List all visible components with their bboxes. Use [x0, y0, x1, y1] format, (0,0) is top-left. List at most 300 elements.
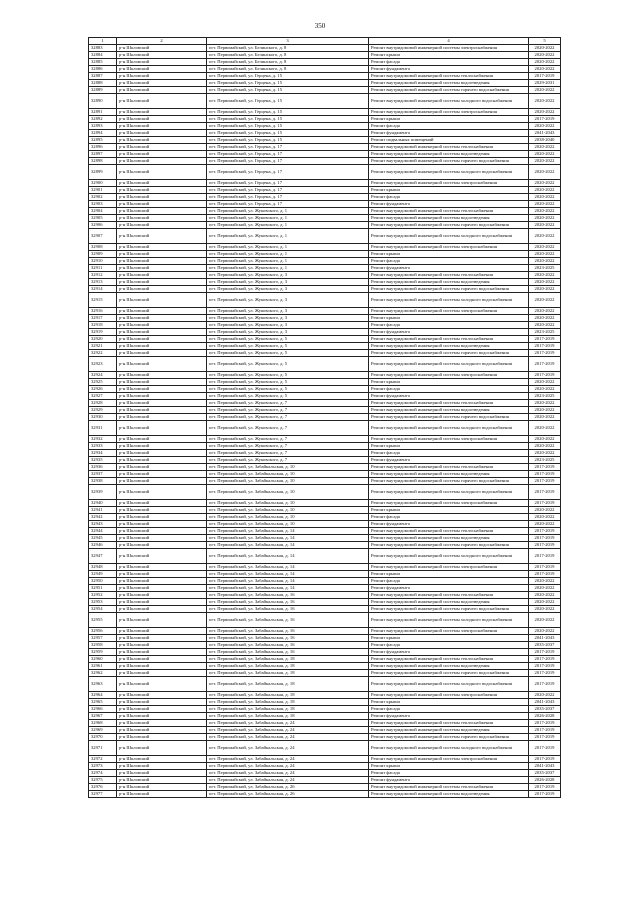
work-type-cell: Ремонт внутридомовой инженерной системы электроснабжения — [369, 372, 529, 379]
address-cell: пгт. Первомайский, ул. Жуковского, д. 7 — [207, 436, 369, 443]
table-row — [89, 222, 561, 229]
table-row — [89, 229, 561, 244]
table-row — [89, 514, 561, 521]
district-cell: р-н Шкловский — [117, 471, 207, 478]
period-cell: 2041-2043 — [529, 699, 561, 706]
address-cell: пгт. Первомайский, ул. Забайкальская, д. 10 — [207, 471, 369, 478]
district-cell: р-н Шкловский — [117, 87, 207, 94]
row-number-cell: 32943 — [89, 521, 117, 528]
address-cell: пгт. Первомайский, ул. Забайкальская, д. 24 — [207, 741, 369, 756]
work-type-cell: Ремонт внутридомовой инженерной системы теплоснабжения — [369, 720, 529, 727]
table-row — [89, 478, 561, 485]
address-cell: пгт. Первомайский, ул. Жуковского, д. 3 — [207, 293, 369, 308]
address-cell: пгт. Первомайский, ул. Герцена, д. 17 — [207, 194, 369, 201]
period-cell: 2017-2019 — [529, 727, 561, 734]
work-type-cell: Ремонт крыши — [369, 315, 529, 322]
address-cell: пгт. Первомайский, ул. Забайкальская, д. 10 — [207, 478, 369, 485]
table-row — [89, 542, 561, 549]
row-number-cell: 32933 — [89, 443, 117, 450]
address-cell: пгт. Первомайский, ул. Забайкальская, д. 10 — [207, 514, 369, 521]
address-cell: пгт. Первомайский, ул. Забайкальская, д. 18 — [207, 656, 369, 663]
row-number-cell: 32915 — [89, 293, 117, 308]
district-cell: р-н Шкловский — [117, 201, 207, 208]
work-type-cell: Ремонт внутридомовой инженерной системы теплоснабжения — [369, 656, 529, 663]
work-type-cell: Ремонт внутридомовой инженерной системы холодного водоснабжения — [369, 613, 529, 628]
period-cell: 2017-2019 — [529, 542, 561, 549]
period-cell: 2020-2022 — [529, 379, 561, 386]
row-number-cell: 32887 — [89, 73, 117, 80]
district-cell: р-н Шкловский — [117, 137, 207, 144]
period-cell: 2017-2019 — [529, 784, 561, 791]
district-cell: р-н Шкловский — [117, 649, 207, 656]
row-number-cell: 32916 — [89, 308, 117, 315]
table-row — [89, 663, 561, 670]
row-number-cell: 32975 — [89, 777, 117, 784]
row-number-cell: 32938 — [89, 478, 117, 485]
table-row — [89, 73, 561, 80]
work-type-cell: Ремонт внутридомовой инженерной системы водоотведения — [369, 343, 529, 350]
work-type-cell: Ремонт внутридомовой инженерной системы электроснабжения — [369, 628, 529, 635]
row-number-cell: 32885 — [89, 59, 117, 66]
table-row — [89, 357, 561, 372]
row-number-cell: 32926 — [89, 386, 117, 393]
table-row — [89, 52, 561, 59]
district-cell: р-н Шкловский — [117, 308, 207, 315]
district-cell: р-н Шкловский — [117, 158, 207, 165]
period-cell: 2020-2022 — [529, 187, 561, 194]
work-type-cell: Ремонт внутридомовой инженерной системы электроснабжения — [369, 564, 529, 571]
table-row — [89, 500, 561, 507]
district-cell: р-н Шкловский — [117, 109, 207, 116]
work-type-cell: Ремонт внутридомовой инженерной системы горячего водоснабжения — [369, 542, 529, 549]
header-cell: 1 — [89, 38, 117, 45]
row-number-cell: 32890 — [89, 94, 117, 109]
district-cell: р-н Шкловский — [117, 606, 207, 613]
address-cell: пгт. Первомайский, ул. Забайкальская, д. 18 — [207, 713, 369, 720]
row-number-cell: 32898 — [89, 158, 117, 165]
district-cell: р-н Шкловский — [117, 514, 207, 521]
table-row — [89, 677, 561, 692]
table-row — [89, 592, 561, 599]
district-cell: р-н Шкловский — [117, 436, 207, 443]
row-number-cell: 32905 — [89, 215, 117, 222]
address-cell: пгт. Первомайский, ул. Жуковского, д. 3 — [207, 279, 369, 286]
district-cell: р-н Шкловский — [117, 727, 207, 734]
row-number-cell: 32929 — [89, 407, 117, 414]
address-cell: пгт. Первомайский, ул. Жуковского, д. 3 — [207, 329, 369, 336]
table-row — [89, 407, 561, 414]
table-row — [89, 165, 561, 180]
row-number-cell: 32932 — [89, 436, 117, 443]
work-type-cell: Ремонт фасада — [369, 642, 529, 649]
district-cell: р-н Шкловский — [117, 66, 207, 73]
district-cell: р-н Шкловский — [117, 116, 207, 123]
district-cell: р-н Шкловский — [117, 734, 207, 741]
work-type-cell: Ремонт внутридомовой инженерной системы теплоснабжения — [369, 272, 529, 279]
address-cell: пгт. Первомайский, ул. Забайкальская, д. 16 — [207, 628, 369, 635]
table-row — [89, 187, 561, 194]
district-cell: р-н Шкловский — [117, 485, 207, 500]
work-type-cell: Ремонт внутридомовой инженерной системы холодного водоснабжения — [369, 485, 529, 500]
address-cell: пгт. Первомайский, ул. Жуковского, д. 1 — [207, 208, 369, 215]
period-cell: 2020-2022 — [529, 386, 561, 393]
table-row — [89, 137, 561, 144]
address-cell: пгт. Первомайский, ул. Забайкальская, д. 24 — [207, 770, 369, 777]
district-cell: р-н Шкловский — [117, 599, 207, 606]
address-cell: пгт. Первомайский, ул. Забайкальская, д. 10 — [207, 521, 369, 528]
district-cell: р-н Шкловский — [117, 699, 207, 706]
district-cell: р-н Шкловский — [117, 756, 207, 763]
work-type-cell: Ремонт фундамента — [369, 393, 529, 400]
district-cell: р-н Шкловский — [117, 713, 207, 720]
work-type-cell: Ремонт фундамента — [369, 713, 529, 720]
district-cell: р-н Шкловский — [117, 763, 207, 770]
period-cell: 2017-2019 — [529, 571, 561, 578]
address-cell: пгт. Первомайский, ул. Забайкальская, д. 26 — [207, 784, 369, 791]
district-cell: р-н Шкловский — [117, 73, 207, 80]
table-row — [89, 201, 561, 208]
table-row — [89, 713, 561, 720]
address-cell: пгт. Первомайский, ул. Герцена, д. 15 — [207, 73, 369, 80]
work-type-cell: Ремонт внутридомовой инженерной системы электроснабжения — [369, 500, 529, 507]
address-cell: пгт. Первомайский, ул. Забайкальская, д. 24 — [207, 720, 369, 727]
work-type-cell: Ремонт фасада — [369, 194, 529, 201]
period-cell: 2035-2037 — [529, 706, 561, 713]
row-number-cell: 32894 — [89, 130, 117, 137]
work-type-cell: Ремонт крыши — [369, 571, 529, 578]
table-row — [89, 158, 561, 165]
table-row — [89, 706, 561, 713]
work-type-cell: Ремонт внутридомовой инженерной системы водоотведения — [369, 471, 529, 478]
row-number-cell: 32902 — [89, 194, 117, 201]
row-number-cell: 32924 — [89, 372, 117, 379]
period-cell: 2020-2022 — [529, 286, 561, 293]
row-number-cell: 32927 — [89, 393, 117, 400]
address-cell: пгт. Первомайский, ул. Жуковского, д. 5 — [207, 372, 369, 379]
table-row — [89, 400, 561, 407]
row-number-cell: 32963 — [89, 677, 117, 692]
table-row — [89, 599, 561, 606]
row-number-cell: 32953 — [89, 599, 117, 606]
work-type-cell: Ремонт крыши — [369, 507, 529, 514]
district-cell: р-н Шкловский — [117, 578, 207, 585]
address-cell: пгт. Первомайский, ул. Жуковского, д. 7 — [207, 400, 369, 407]
district-cell: р-н Шкловский — [117, 777, 207, 784]
district-cell: р-н Шкловский — [117, 784, 207, 791]
district-cell: р-н Шкловский — [117, 165, 207, 180]
address-cell: пгт. Первомайский, ул. Жуковского, д. 1 — [207, 251, 369, 258]
work-type-cell: Ремонт внутридомовой инженерной системы водоотведения — [369, 279, 529, 286]
district-cell: р-н Шкловский — [117, 450, 207, 457]
work-type-cell: Ремонт фасада — [369, 386, 529, 393]
table-row — [89, 450, 561, 457]
period-cell: 2020-2022 — [529, 443, 561, 450]
row-number-cell: 32883 — [89, 45, 117, 52]
address-cell: пгт. Первомайский, ул. Белинского, д. 8 — [207, 66, 369, 73]
table-row — [89, 372, 561, 379]
period-cell: 2020-2022 — [529, 208, 561, 215]
row-number-cell: 32918 — [89, 322, 117, 329]
period-cell: 2020-2022 — [529, 692, 561, 699]
work-type-cell: Ремонт внутридомовой инженерной системы горячего водоснабжения — [369, 286, 529, 293]
table-row — [89, 613, 561, 628]
table-row — [89, 464, 561, 471]
district-cell: р-н Шкловский — [117, 670, 207, 677]
address-cell: пгт. Первомайский, ул. Жуковского, д. 5 — [207, 343, 369, 350]
address-cell: пгт. Первомайский, ул. Забайкальская, д. 10 — [207, 464, 369, 471]
table-row — [89, 756, 561, 763]
district-cell: р-н Шкловский — [117, 564, 207, 571]
row-number-cell: 32931 — [89, 421, 117, 436]
row-number-cell: 32897 — [89, 151, 117, 158]
work-type-cell: Ремонт внутридомовой инженерной системы теплоснабжения — [369, 144, 529, 151]
table-row — [89, 784, 561, 791]
address-cell: пгт. Первомайский, ул. Жуковского, д. 7 — [207, 443, 369, 450]
row-number-cell: 32957 — [89, 635, 117, 642]
work-type-cell: Ремонт внутридомовой инженерной системы электроснабжения — [369, 308, 529, 315]
district-cell: р-н Шкловский — [117, 343, 207, 350]
work-type-cell: Ремонт внутридомовой инженерной системы электроснабжения — [369, 436, 529, 443]
district-cell: р-н Шкловский — [117, 45, 207, 52]
address-cell: пгт. Первомайский, ул. Герцена, д. 17 — [207, 151, 369, 158]
period-cell: 2020-2022 — [529, 407, 561, 414]
row-number-cell: 32910 — [89, 258, 117, 265]
row-number-cell: 32961 — [89, 663, 117, 670]
table-row — [89, 699, 561, 706]
table-row — [89, 471, 561, 478]
address-cell: пгт. Первомайский, ул. Герцена, д. 15 — [207, 87, 369, 94]
work-type-cell: Ремонт внутридомовой инженерной системы горячего водоснабжения — [369, 158, 529, 165]
district-cell: р-н Шкловский — [117, 123, 207, 130]
district-cell: р-н Шкловский — [117, 279, 207, 286]
period-cell: 2020-2022 — [529, 308, 561, 315]
district-cell: р-н Шкловский — [117, 542, 207, 549]
address-cell: пгт. Первомайский, ул. Забайкальская, д. 14 — [207, 564, 369, 571]
address-cell: пгт. Первомайский, ул. Жуковского, д. 1 — [207, 265, 369, 272]
table-row — [89, 87, 561, 94]
table-row — [89, 656, 561, 663]
work-type-cell: Ремонт внутридомовой инженерной системы теплоснабжения — [369, 208, 529, 215]
table-header-row — [89, 38, 561, 45]
table-row — [89, 635, 561, 642]
row-number-cell: 32891 — [89, 109, 117, 116]
work-type-cell: Ремонт внутридомовой инженерной системы электроснабжения — [369, 756, 529, 763]
address-cell: пгт. Первомайский, ул. Жуковского, д. 7 — [207, 421, 369, 436]
period-cell: 2020-2022 — [529, 272, 561, 279]
row-number-cell: 32949 — [89, 571, 117, 578]
row-number-cell: 32944 — [89, 528, 117, 535]
period-cell: 2020-2022 — [529, 599, 561, 606]
period-cell: 2017-2019 — [529, 564, 561, 571]
address-cell: пгт. Первомайский, ул. Забайкальская, д. 16 — [207, 599, 369, 606]
row-number-cell: 32977 — [89, 791, 117, 798]
district-cell: р-н Шкловский — [117, 400, 207, 407]
period-cell: 2020-2022 — [529, 436, 561, 443]
period-cell: 2017-2019 — [529, 485, 561, 500]
period-cell: 2020-2022 — [529, 613, 561, 628]
district-cell: р-н Шкловский — [117, 208, 207, 215]
period-cell: 2017-2019 — [529, 791, 561, 798]
address-cell: пгт. Первомайский, ул. Забайкальская, д. 16 — [207, 606, 369, 613]
district-cell: р-н Шкловский — [117, 706, 207, 713]
row-number-cell: 32971 — [89, 741, 117, 756]
work-type-cell: Ремонт внутридомовой инженерной системы водоотведения — [369, 535, 529, 542]
table-row — [89, 144, 561, 151]
district-cell: р-н Шкловский — [117, 642, 207, 649]
period-cell: 2020-2022 — [529, 52, 561, 59]
district-cell: р-н Шкловский — [117, 386, 207, 393]
period-cell: 2020-2022 — [529, 215, 561, 222]
table-row — [89, 741, 561, 756]
district-cell: р-н Шкловский — [117, 407, 207, 414]
table-row — [89, 585, 561, 592]
period-cell: 2017-2019 — [529, 535, 561, 542]
address-cell: пгт. Первомайский, ул. Жуковского, д. 5 — [207, 357, 369, 372]
work-type-cell: Ремонт внутридомовой инженерной системы горячего водоснабжения — [369, 670, 529, 677]
district-cell: р-н Шкловский — [117, 94, 207, 109]
row-number-cell: 32962 — [89, 670, 117, 677]
row-number-cell: 32921 — [89, 343, 117, 350]
work-type-cell: Ремонт внутридомовой инженерной системы холодного водоснабжения — [369, 229, 529, 244]
address-cell: пгт. Первомайский, ул. Герцена, д. 15 — [207, 123, 369, 130]
work-type-cell: Ремонт внутридомовой инженерной системы теплоснабжения — [369, 784, 529, 791]
table-row — [89, 670, 561, 677]
period-cell: 2026-2028 — [529, 713, 561, 720]
work-type-cell: Ремонт фасада — [369, 450, 529, 457]
period-cell: 2017-2019 — [529, 478, 561, 485]
district-cell: р-н Шкловский — [117, 720, 207, 727]
district-cell: р-н Шкловский — [117, 528, 207, 535]
period-cell: 2017-2019 — [529, 656, 561, 663]
district-cell: р-н Шкловский — [117, 692, 207, 699]
row-number-cell: 32950 — [89, 578, 117, 585]
district-cell: р-н Шкловский — [117, 80, 207, 87]
address-cell: пгт. Первомайский, ул. Герцена, д. 17 — [207, 158, 369, 165]
table-row — [89, 308, 561, 315]
work-type-cell: Ремонт крыши — [369, 187, 529, 194]
district-cell: р-н Шкловский — [117, 357, 207, 372]
district-cell: р-н Шкловский — [117, 770, 207, 777]
period-cell: 2020-2022 — [529, 180, 561, 187]
work-type-cell: Ремонт внутридомовой инженерной системы горячего водоснабжения — [369, 414, 529, 421]
period-cell: 2020-2022 — [529, 400, 561, 407]
period-cell: 2020-2022 — [529, 322, 561, 329]
table-row — [89, 293, 561, 308]
table-row — [89, 272, 561, 279]
table-row — [89, 379, 561, 386]
table-row — [89, 443, 561, 450]
address-cell: пгт. Первомайский, ул. Герцена, д. 15 — [207, 109, 369, 116]
row-number-cell: 32942 — [89, 514, 117, 521]
row-number-cell: 32917 — [89, 315, 117, 322]
period-cell: 2020-2022 — [529, 151, 561, 158]
work-type-cell: Ремонт фундамента — [369, 265, 529, 272]
address-cell: пгт. Первомайский, ул. Забайкальская, д. 10 — [207, 507, 369, 514]
period-cell: 2017-2019 — [529, 549, 561, 564]
row-number-cell: 32958 — [89, 642, 117, 649]
period-cell: 2020-2022 — [529, 315, 561, 322]
district-cell: р-н Шкловский — [117, 585, 207, 592]
row-number-cell: 32922 — [89, 350, 117, 357]
work-type-cell: Ремонт фундамента — [369, 521, 529, 528]
work-type-cell: Ремонт внутридомовой инженерной системы холодного водоснабжения — [369, 549, 529, 564]
period-cell: 2020-2022 — [529, 222, 561, 229]
district-cell: р-н Шкловский — [117, 187, 207, 194]
work-type-cell: Ремонт крыши — [369, 251, 529, 258]
period-cell: 2017-2019 — [529, 670, 561, 677]
district-cell: р-н Шкловский — [117, 130, 207, 137]
address-cell: пгт. Первомайский, ул. Герцена, д. 17 — [207, 144, 369, 151]
row-number-cell: 32913 — [89, 279, 117, 286]
work-type-cell: Ремонт внутридомовой инженерной системы водоотведения — [369, 215, 529, 222]
row-number-cell: 32923 — [89, 357, 117, 372]
district-cell: р-н Шкловский — [117, 613, 207, 628]
period-cell: 2017-2019 — [529, 372, 561, 379]
work-type-cell: Ремонт внутридомовой инженерной системы горячего водоснабжения — [369, 87, 529, 94]
row-number-cell: 32945 — [89, 535, 117, 542]
address-cell: пгт. Первомайский, ул. Жуковского, д. 7 — [207, 414, 369, 421]
table-row — [89, 59, 561, 66]
work-type-cell: Ремонт фасада — [369, 123, 529, 130]
header-cell: 4 — [369, 38, 529, 45]
work-type-cell: Ремонт внутридомовой инженерной системы теплоснабжения — [369, 400, 529, 407]
period-cell: 2017-2019 — [529, 73, 561, 80]
district-cell: р-н Шкловский — [117, 443, 207, 450]
table-row — [89, 336, 561, 343]
row-number-cell: 32907 — [89, 229, 117, 244]
address-cell: пгт. Первомайский, ул. Забайкальская, д. 14 — [207, 528, 369, 535]
address-cell: пгт. Первомайский, ул. Герцена, д. 17 — [207, 165, 369, 180]
table-row — [89, 208, 561, 215]
work-type-cell: Ремонт фундамента — [369, 329, 529, 336]
work-type-cell: Ремонт внутридомовой инженерной системы горячего водоснабжения — [369, 350, 529, 357]
period-cell: 2020-2022 — [529, 94, 561, 109]
address-cell: пгт. Первомайский, ул. Жуковского, д. 1 — [207, 244, 369, 251]
table-row — [89, 692, 561, 699]
table-row — [89, 642, 561, 649]
table-row — [89, 244, 561, 251]
table-row — [89, 528, 561, 535]
table-row — [89, 66, 561, 73]
work-type-cell: Ремонт внутридомовой инженерной системы горячего водоснабжения — [369, 734, 529, 741]
address-cell: пгт. Первомайский, ул. Забайкальская, д. 14 — [207, 535, 369, 542]
row-number-cell: 32939 — [89, 485, 117, 500]
address-cell: пгт. Первомайский, ул. Белинского, д. 8 — [207, 59, 369, 66]
address-cell: пгт. Первомайский, ул. Герцена, д. 17 — [207, 201, 369, 208]
address-cell: пгт. Первомайский, ул. Жуковского, д. 1 — [207, 229, 369, 244]
row-number-cell: 32976 — [89, 784, 117, 791]
district-cell: р-н Шкловский — [117, 791, 207, 798]
row-number-cell: 32884 — [89, 52, 117, 59]
period-cell: 2020-2022 — [529, 450, 561, 457]
period-cell: 2020-2022 — [529, 194, 561, 201]
district-cell: р-н Шкловский — [117, 315, 207, 322]
table-row — [89, 457, 561, 464]
district-cell: р-н Шкловский — [117, 457, 207, 464]
table-row — [89, 414, 561, 421]
work-type-cell: Ремонт фасада — [369, 706, 529, 713]
address-cell: пгт. Первомайский, ул. Жуковского, д. 7 — [207, 450, 369, 457]
period-cell: 2020-2022 — [529, 606, 561, 613]
table-row — [89, 315, 561, 322]
district-cell: р-н Шкловский — [117, 464, 207, 471]
address-cell: пгт. Первомайский, ул. Герцена, д. 15 — [207, 116, 369, 123]
address-cell: пгт. Первомайский, ул. Жуковского, д. 5 — [207, 379, 369, 386]
row-number-cell: 32889 — [89, 87, 117, 94]
table-row — [89, 521, 561, 528]
district-cell: р-н Шкловский — [117, 635, 207, 642]
table-row — [89, 727, 561, 734]
